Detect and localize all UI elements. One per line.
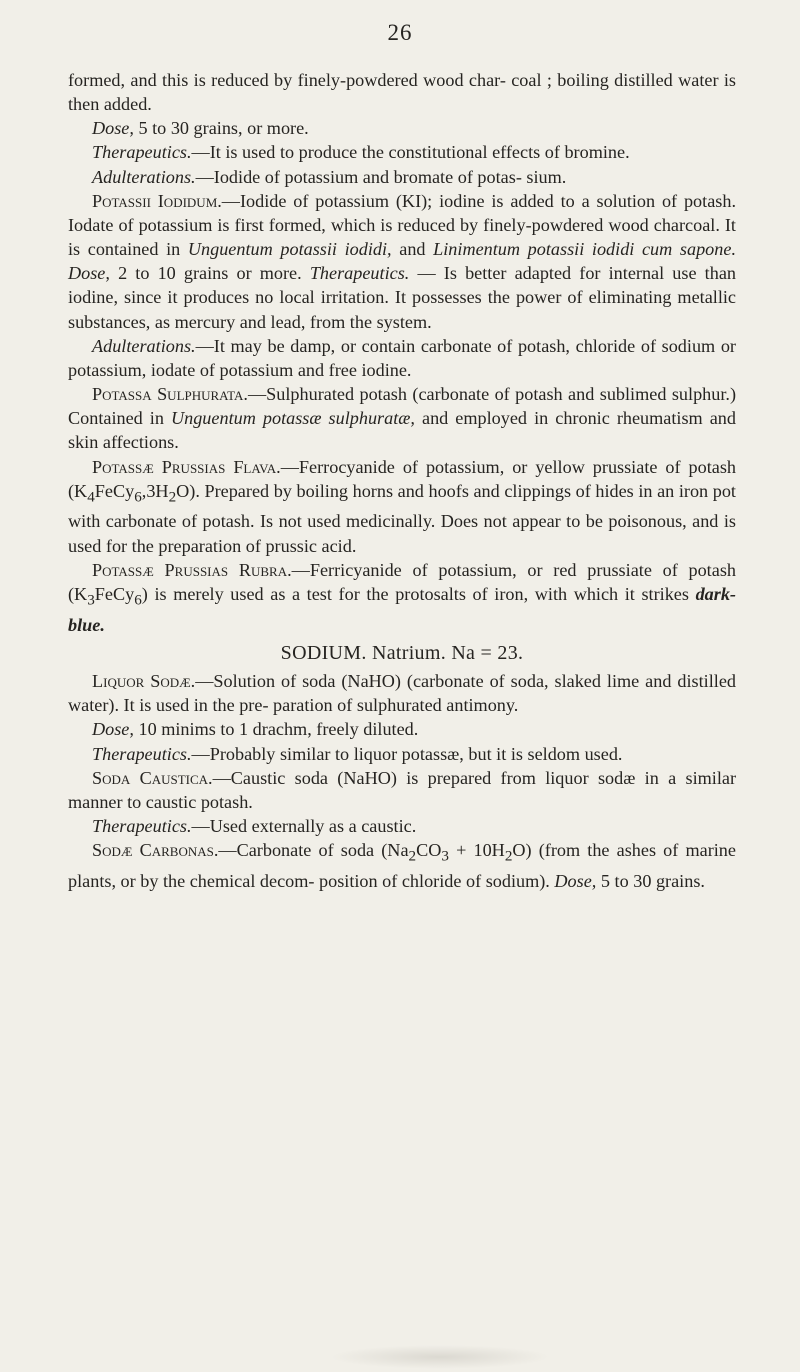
- adulterations-label: Adulterations.: [92, 335, 196, 356]
- paragraph-dose-bromide: [68, 116, 736, 140]
- adulterations-text: —Iodide of potassium and bromate of potas- sium.: [195, 166, 567, 187]
- entry-text: 5 to 30 grains.: [596, 870, 705, 891]
- entry-text: 2 to 10 grains or more.: [109, 263, 310, 284]
- entry-italic: Dose,: [554, 870, 597, 891]
- formula-subscript: 2: [504, 847, 513, 865]
- entry-text: FeCy: [94, 480, 135, 501]
- formula-subscript: 3: [87, 591, 95, 609]
- entry-text: and employed in chronic rheumatism and skin affections.: [68, 408, 736, 453]
- entry-text: —Ferricyanide of potassium, or red prussiate of potash (K: [68, 559, 736, 604]
- entry-text: FeCy: [94, 583, 135, 604]
- entry-text: ,3H: [141, 480, 169, 501]
- formula-subscript: 4: [87, 488, 95, 506]
- entry-text: O). Prepared by boiling horns and hoofs and clippings of hides in an iron pot with carbonate of potash. Is not used medicinally. Does not appear to be poisonous, and is used for the preparation of prussic acid.: [68, 480, 736, 556]
- therapeutics-label: Therapeutics.: [92, 743, 192, 764]
- dose-text: 10 minims to 1 drachm, freely diluted.: [133, 719, 419, 740]
- dose-text: 5 to 30 grains, or more.: [133, 118, 309, 139]
- entry-potassii-iodidum: [68, 189, 736, 334]
- entry-title: Potassæ Prussias Flava.: [92, 456, 281, 477]
- section-heading-sodium: SODIUM. Natrium. Na = 23.: [280, 641, 524, 664]
- entry-italic: Unguentum potassii iodidi,: [187, 239, 392, 260]
- formula-subscript: 2: [168, 488, 177, 506]
- entry-text: + 10H: [448, 840, 505, 861]
- paragraph-adulterations-iodide: [68, 334, 736, 382]
- dose-label: Dose,: [92, 118, 134, 139]
- entry-text: —Sulphurated potash (carbonate of potash and sublimed sulphur.) Contained in: [68, 384, 737, 429]
- entry-title: Liquor Sodæ.: [92, 671, 196, 692]
- paragraph-therapeutics-soda-caustica: [68, 814, 736, 838]
- entry-potassae-prussias-rubra: [68, 558, 736, 637]
- entry-text: —Ferrocyanide of potassium, or yellow prussiate of potash (K: [68, 456, 736, 501]
- entry-italic: dark-blue.: [68, 583, 736, 635]
- formula-subscript: 3: [441, 847, 449, 865]
- entry-text: —Solution of soda (NaHO) (carbonate of soda, slaked lime and distilled water). It is used in the pre- paration of sulphurated antimony.: [68, 671, 736, 716]
- paragraph-dose-liquor-sodae: [68, 717, 736, 741]
- therapeutics-text: —Probably similar to liquor potassæ, but it is seldom used.: [191, 743, 623, 764]
- paragraph-therapeutics-bromide: [68, 140, 736, 164]
- entry-italic: Therapeutics.: [309, 263, 410, 284]
- entry-text: —Carbonate of soda (Na: [218, 840, 409, 861]
- entry-text: —Iodide of potassium (KI); iodine is added to a solution of potash. Iodate of potassium is first formed, which is reduced by finely-powdered wood charcoal. It is contained in: [68, 190, 736, 260]
- formula-subscript: 2: [408, 847, 417, 865]
- therapeutics-label: Therapeutics.: [92, 815, 192, 836]
- entry-title: Potassa Sulphurata.: [92, 384, 248, 405]
- paragraph-continuation: formed, and this is reduced by finely-powdered wood char- coal ; boiling distilled water is then added.: [68, 70, 736, 115]
- adulterations-text: —It may be damp, or contain carbonate of potash, chloride of sodium or potassium, iodate of potassium and free iodine.: [68, 335, 736, 380]
- entry-text: —Caustic soda (NaHO) is prepared from liquor sodæ in a similar manner to caustic potash.: [68, 767, 737, 812]
- entry-text: — Is better adapted for internal use than iodine, since it produces no local irritation. It possesses the power of eliminating metallic substances, as mercury and lead, from the system.: [68, 263, 736, 332]
- entry-italic: Unguentum potassæ sulphuratæ,: [170, 408, 415, 429]
- entry-soda-caustica: [68, 766, 736, 814]
- page-body: [68, 68, 736, 893]
- formula-subscript: 6: [134, 591, 142, 609]
- entry-text: and: [391, 239, 434, 260]
- adulterations-label: Adulterations.: [92, 166, 196, 187]
- therapeutics-text: —Used externally as a caustic.: [191, 815, 417, 836]
- bleed-through-smudge: [330, 1345, 550, 1369]
- entry-title: Sodæ Carbonas.: [92, 840, 219, 861]
- entry-text: O) (from the ashes of marine plants, or by the chemical decom- position of chloride of sodium).: [68, 840, 736, 891]
- entry-title: Soda Caustica.: [92, 767, 213, 788]
- entry-italic: Linimentum potassii iodidi cum sapone. Dose,: [68, 239, 736, 284]
- formula-subscript: 6: [134, 488, 142, 506]
- entry-text: ) is merely used as a test for the protosalts of iron, with which it strikes: [141, 583, 696, 604]
- entry-title: Potassii Iodidum.: [92, 190, 222, 211]
- entry-sodae-carbonas: [68, 838, 736, 893]
- entry-potassa-sulphurata: [68, 382, 736, 454]
- paragraph-therapeutics-liquor-sodae: [68, 742, 736, 766]
- dose-label: Dose,: [92, 719, 134, 740]
- paragraph-adulterations-bromide: [68, 165, 736, 189]
- page-number: 26: [387, 20, 413, 45]
- entry-title: Potassæ Prussias Rubra.: [92, 559, 292, 580]
- therapeutics-text: —It is used to produce the constitutional effects of bromine.: [191, 142, 630, 163]
- entry-liquor-sodae: [68, 669, 736, 717]
- entry-potassae-prussias-flava: [68, 455, 736, 558]
- entry-text: CO: [416, 840, 442, 861]
- therapeutics-label: Therapeutics.: [92, 142, 192, 163]
